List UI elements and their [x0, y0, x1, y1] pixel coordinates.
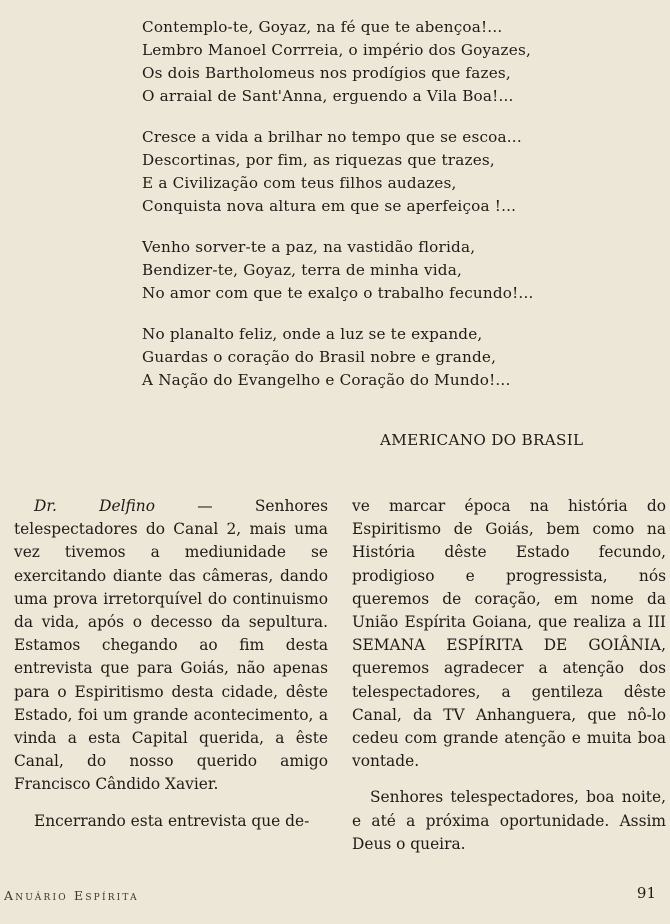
speaker-name: Dr. Delfino: [34, 497, 155, 515]
poem-line: Conquista nova altura em que se aperfeiçoa !...: [142, 197, 517, 215]
poem-line: Bendizer-te, Goyaz, terra de minha vida,: [142, 261, 462, 279]
poem-line: Descortinas, por fim, as riquezas que trazes,: [142, 151, 495, 169]
poem-line: Lembro Manoel Corrreia, o império dos Goyazes,: [142, 41, 531, 59]
poem-stanza-1: [142, 16, 642, 108]
poem-line: No planalto feliz, onde a luz se te expande,: [142, 325, 483, 343]
interview-paragraph: Senhores telespectadores, boa noite, e até a próxima oportunidade. Assim Deus o queira.: [352, 788, 666, 853]
poem-stanza-3: [142, 236, 642, 305]
interview-text: Senhores telespectadores do Canal 2, mais uma vez tivemos a mediunidade se exercitando diante das câmeras, dando uma prova irretorquível do continuismo da vida, após o decesso da sepultura. Estamos chegando ao fim desta entrevista que para Goiás, não apenas para o Espiritismo desta cidade, dêste Estado, foi um grande acontecimento, a vinda a esta Capital querida, a êste Canal, do nosso querido amigo Francisco Cândido Xavier.: [14, 497, 328, 794]
interview-paragraph: Encerrando esta entrevista que de-: [34, 811, 310, 830]
poem-line: A Nação do Evangelho e Coração do Mundo!...: [142, 371, 511, 389]
poem-line: Venho sorver-te a paz, na vastidão florida,: [142, 238, 476, 256]
poem-stanza-4: [142, 323, 642, 392]
poem-line: Cresce a vida a brilhar no tempo que se escoa...: [142, 128, 522, 146]
poem-author: AMERICANO DO BRASIL: [380, 431, 584, 449]
poem-line: Os dois Bartholomeus nos prodígios que fazes,: [142, 64, 511, 82]
poem: [142, 16, 642, 410]
poem-line: Contemplo-te, Goyaz, na fé que te abençoa!...: [142, 18, 503, 36]
poem-stanza-2: [142, 126, 642, 218]
poem-line: Guardas o coração do Brasil nobre e grande,: [142, 348, 497, 366]
poem-line: O arraial de Sant'Anna, erguendo a Vila Boa!...: [142, 87, 514, 105]
poem-line: E a Civilização com teus filhos audazes,: [142, 174, 457, 192]
poem-line: No amor com que te exalço o trabalho fecundo!...: [142, 284, 534, 302]
interview-paragraph: ve marcar época na história do Espiritismo de Goiás, bem como na História dêste Estado fecundo, prodigioso e progressista, nós queremos de coração, em nome da União Espírita Goiana, que realiza a III SEMANA ESPÍRITA DE GOIÂNIA, queremos agradecer a atenção dos telespectadores, a gentileza dêste Canal, da TV Anhanguera, que nô-lo cedeu com grande atenção e muita boa vontade.: [352, 497, 666, 771]
interview-left-column: [14, 495, 328, 833]
interview-paragraph: Dr. Delfino — Senhores telespectadores do Canal 2, mais uma vez tivemos a mediunidade se exercitando diante das câmeras, dando uma prova irretorquível do continuismo da vida, após o decesso da sepultura. Estamos chegando ao fim desta entrevista que para Goiás, não apenas para o Espiritismo desta cidade, dêste Estado, foi um grande acontecimento, a vinda a esta Capital querida, a êste Canal, do nosso querido amigo Francisco Cândido Xavier.: [14, 497, 328, 794]
page-number: 91: [636, 884, 656, 902]
interview-right-column: [352, 495, 666, 856]
running-head: Anuário Espírita: [4, 888, 139, 903]
